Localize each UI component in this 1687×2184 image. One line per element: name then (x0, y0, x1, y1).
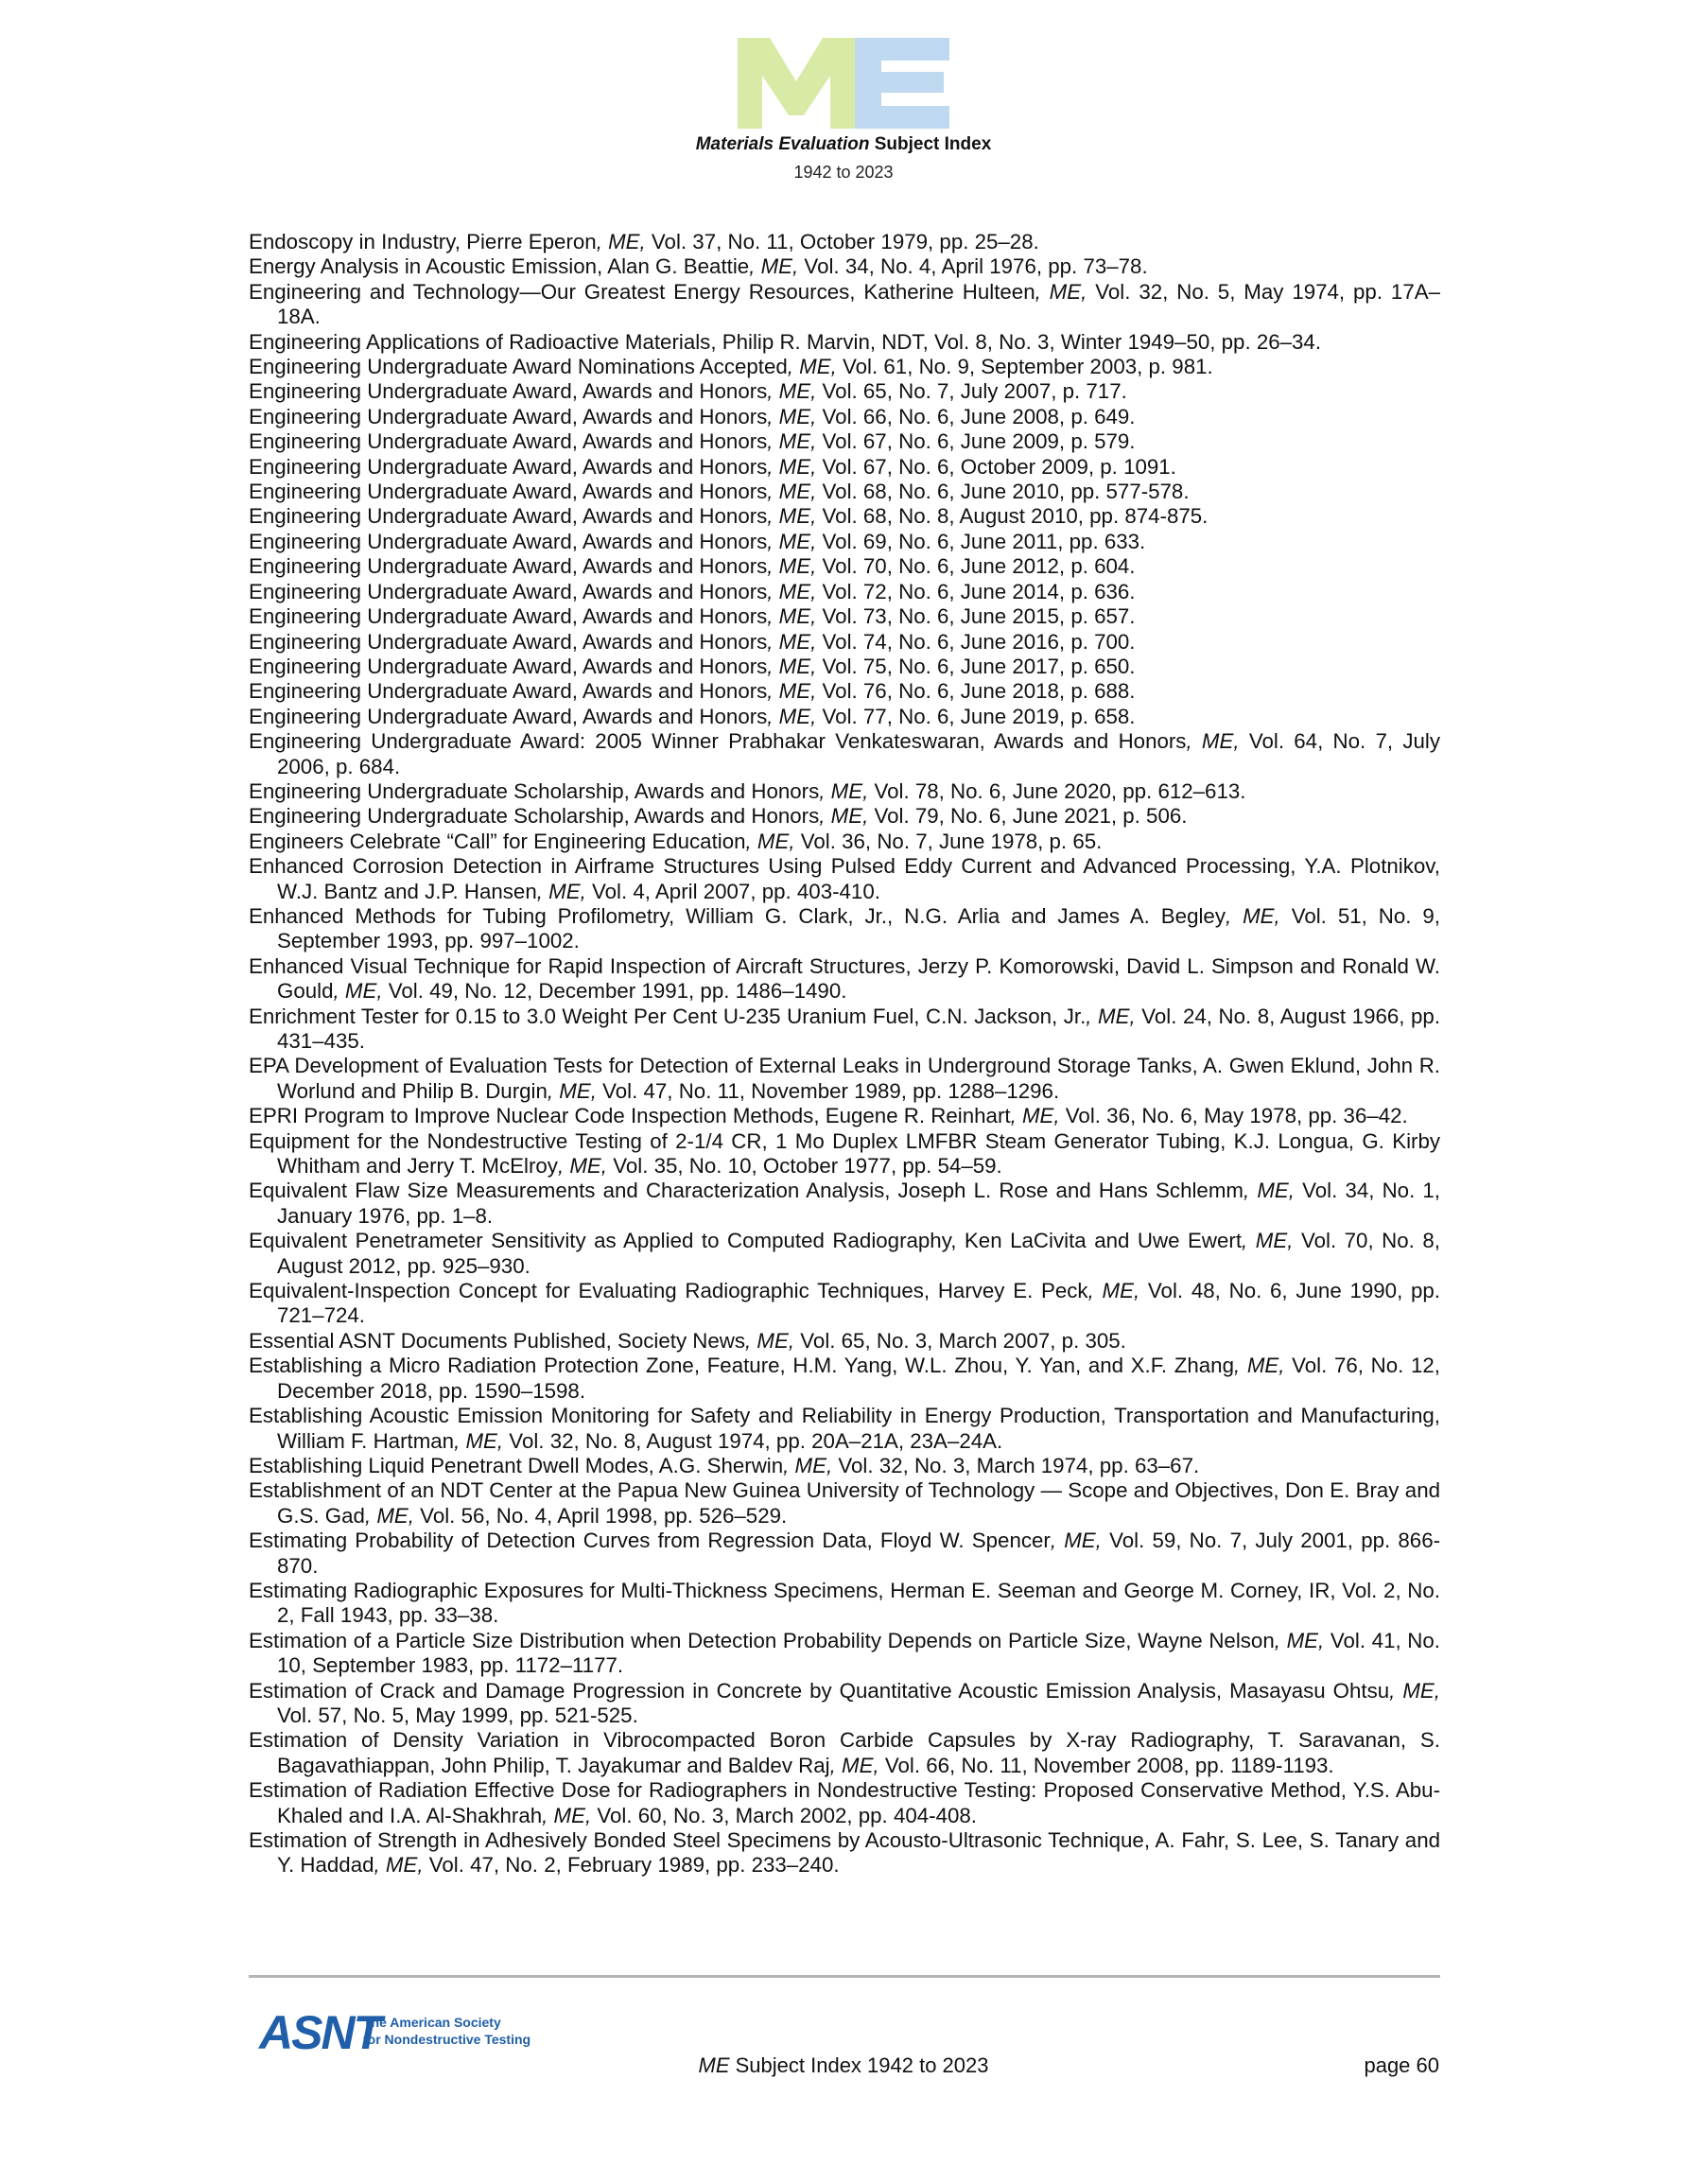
entry-journal: , ME, (1243, 1179, 1295, 1203)
index-entry (249, 530, 1440, 554)
entry-journal: , ME, (1086, 1004, 1136, 1028)
entry-citation: Vol. 36, No. 6, May 1978, pp. 36–42. (1059, 1104, 1408, 1128)
index-title: Materials Evaluation Subject Index (695, 134, 992, 154)
entry-journal: , ME, (819, 804, 869, 829)
entry-title-authors: Essential ASNT Documents Published, Society News (249, 1328, 746, 1353)
entry-journal: , ME, (829, 1753, 879, 1777)
footer-rule (249, 1975, 1440, 1978)
entry-citation: Vol. 66, No. 6, June 2008, p. 649. (816, 404, 1136, 428)
entry-title-authors: Engineering Applications of Radioactive Materials, Philip R. Marvin, NDT, Vol. 8, No. 3, Winter 1949–50, pp. 26–34. (249, 329, 1322, 354)
entry-citation: Vol. 32, No. 3, March 1974, pp. 63–67. (832, 1453, 1200, 1477)
entry-journal: , ME, (767, 454, 817, 479)
entry-journal: , ME, (454, 1428, 504, 1453)
entry-journal: , ME, (767, 654, 817, 678)
entry-citation: Vol. 48, No. 6, June 1990, pp. 721–724. (277, 1279, 1440, 1328)
entry-citation: Vol. 60, No. 3, March 2002, pp. 404-408. (591, 1803, 977, 1827)
index-entry (249, 1279, 1440, 1329)
entry-citation: Vol. 76, No. 12, December 2018, pp. 1590–1598. (277, 1354, 1440, 1403)
index-entry (249, 1354, 1440, 1404)
entry-title-authors: Engineers Celebrate “Call” for Engineering Education (249, 829, 746, 853)
index-entry (249, 1329, 1440, 1354)
entry-title-authors: Equivalent-Inspection Concept for Evaluating Radiographic Techniques, Harvey E. Peck (249, 1279, 1088, 1303)
index-entry (249, 1404, 1440, 1454)
entry-citation: Vol. 66, No. 11, November 2008, pp. 1189-1193. (878, 1753, 1334, 1777)
entry-citation: Vol. 69, No. 6, June 2011, pp. 633. (816, 529, 1146, 553)
index-entry (249, 655, 1440, 679)
entry-title-authors: Establishing a Micro Radiation Protection Zone, Feature, H.M. Yang, W.L. Zhou, Y. Yan, and X.F. Zhang (249, 1354, 1234, 1378)
entry-title-authors: Engineering Undergraduate Award, Awards and Honors (249, 604, 768, 629)
index-entry (249, 280, 1440, 330)
entry-title-authors: Engineering Undergraduate Award, Awards and Honors (249, 704, 768, 728)
entry-title-authors: Enhanced Visual Technique for Rapid Inspection of Aircraft Structures, Jerzy P. Komorowski, David L. Simpson and Ronald W. Gould (249, 953, 1440, 1004)
entry-journal: , ME, (819, 778, 869, 803)
entry-journal: , ME, (767, 579, 817, 603)
entry-journal: , ME, (333, 979, 383, 1004)
index-entry (249, 729, 1440, 779)
entry-citation: Vol. 79, No. 6, June 2021, p. 506. (868, 804, 1188, 829)
index-entry (249, 854, 1440, 904)
logo-letter-m (738, 38, 855, 129)
entry-journal: , ME, (1087, 1279, 1140, 1303)
entry-citation: Vol. 41, No. 10, September 1983, pp. 1172–1177. (277, 1628, 1440, 1678)
entry-citation: Vol. 68, No. 6, June 2010, pp. 577-578. (816, 480, 1190, 504)
entry-journal: , ME, (1242, 1229, 1294, 1253)
entry-title-authors: Engineering and Technology—Our Greatest Energy Resources, Katherine Hulteen (249, 279, 1035, 304)
entry-journal: , ME, (1050, 1529, 1102, 1553)
entry-citation: Vol. 78, No. 6, June 2020, pp. 612–613. (868, 778, 1246, 803)
entry-title-authors: Engineering Undergraduate Award, Awards and Honors (249, 529, 768, 553)
index-entry (249, 1179, 1440, 1229)
entry-citation: Vol. 32, No. 8, August 1974, pp. 20A–21A, 23A–24A. (503, 1428, 1003, 1453)
entry-journal: , ME, (767, 379, 817, 404)
page-header (0, 38, 1687, 183)
entry-citation: Vol. 4, April 2007, pp. 403-410. (585, 879, 880, 903)
index-entry (249, 779, 1440, 804)
entry-title-authors: Estimation of Crack and Damage Progression in Concrete by Quantitative Acoustic Emission Analysis, Masayasu Ohtsu (249, 1678, 1390, 1703)
index-entry (249, 1478, 1440, 1529)
entry-journal: , ME, (787, 355, 837, 379)
index-entry (249, 580, 1440, 604)
entry-citation: Vol. 76, No. 6, June 2018, p. 688. (816, 679, 1136, 704)
entry-citation: Vol. 70, No. 8, August 2012, pp. 925–930. (277, 1229, 1440, 1278)
entry-title-authors: Estimation of Strength in Adhesively Bonded Steel Specimens by Acousto-Ultrasonic Technique, A. Fahr, S. Lee, S. Tanary and Y. Haddad (249, 1828, 1440, 1878)
entry-journal: , ME, (767, 629, 817, 654)
entry-title-authors: Engineering Undergraduate Award: 2005 Winner Prabhakar Venkateswaran, Awards and Honors (249, 729, 1187, 754)
entry-title-authors: Estimating Radiographic Exposures for Multi-Thickness Specimens, Herman E. Seeman and George M. Corney, IR, Vol. 2, No. 2, Fall 1943, pp. 33–38. (249, 1578, 1440, 1628)
index-entry (249, 455, 1440, 480)
entry-citation: Vol. 65, No. 3, March 2007, p. 305. (794, 1328, 1126, 1353)
entry-title-authors: Engineering Undergraduate Award, Awards and Honors (249, 504, 768, 529)
entry-citation: Vol. 47, No. 2, February 1989, pp. 233–240. (423, 1853, 840, 1878)
entry-citation: Vol. 56, No. 4, April 1998, pp. 526–529. (413, 1503, 788, 1528)
index-entry (249, 429, 1440, 454)
entry-citation: Vol. 67, No. 6, June 2009, p. 579. (816, 429, 1136, 454)
entry-title-authors: Establishing Acoustic Emission Monitoring for Safety and Reliability in Energy Production, Transportation and Manufacturing, William F. Hartman (249, 1404, 1440, 1453)
entry-journal: , ME, (767, 404, 817, 428)
asnt-logo-wordmark: ASNT (259, 2006, 381, 2059)
index-entry (249, 1679, 1440, 1729)
entry-journal: , ME, (1186, 729, 1240, 754)
index-entry (249, 554, 1440, 579)
entry-citation: Vol. 75, No. 6, June 2017, p. 650. (816, 654, 1136, 678)
index-entry (249, 1529, 1440, 1579)
index-entry (249, 1454, 1440, 1478)
entry-journal: , ME, (749, 254, 799, 279)
entry-title-authors: Engineering Undergraduate Award Nominations Accepted (249, 355, 788, 379)
footer-title: ME Subject Index 1942 to 2023 (698, 2053, 989, 2077)
entry-journal: , ME, (536, 879, 586, 903)
entry-title-authors: Estimating Probability of Detection Curves from Regression Data, Floyd W. Spencer (249, 1529, 1051, 1553)
entry-title-authors: Engineering Undergraduate Award, Awards and Honors (249, 629, 768, 654)
entry-citation: Vol. 49, No. 12, December 1991, pp. 1486–1490. (382, 979, 847, 1004)
entry-citation: Vol. 35, No. 10, October 1977, pp. 54–59. (607, 1154, 1002, 1179)
index-entry (249, 1129, 1440, 1179)
entry-journal: , ME, (745, 1328, 795, 1353)
entry-journal: , ME, (1233, 1354, 1285, 1378)
entry-citation: Vol. 36, No. 7, June 1978, p. 65. (794, 829, 1103, 853)
entry-title-authors: Engineering Undergraduate Scholarship, Awards and Honors (249, 804, 820, 829)
index-entry (249, 480, 1440, 504)
entry-citation: Vol. 65, No. 7, July 2007, p. 717. (816, 379, 1127, 404)
entry-title-authors: Engineering Undergraduate Award, Awards and Honors (249, 429, 768, 454)
entry-journal: , ME, (783, 1453, 833, 1477)
entry-journal: , ME, (767, 604, 817, 629)
entry-journal: , ME, (767, 679, 817, 704)
index-entry (249, 379, 1440, 404)
entry-title-authors: Engineering Undergraduate Award, Awards and Honors (249, 480, 768, 504)
entry-title-authors: Establishment of an NDT Center at the Papua New Guinea University of Technology — Scope and Objectives, Don E. Bray and G.S. Gad (249, 1478, 1440, 1528)
entry-journal: , ME, (767, 504, 817, 529)
entry-journal: , ME, (767, 480, 817, 504)
index-entry (249, 405, 1440, 429)
entry-title-authors: Engineering Undergraduate Award, Awards and Honors (249, 679, 768, 704)
entry-citation: Vol. 57, No. 5, May 1999, pp. 521-525. (277, 1703, 638, 1727)
entry-journal: , ME, (767, 704, 817, 728)
logo-letter-e (855, 38, 949, 129)
entry-title-authors: EPA Development of Evaluation Tests for Detection of External Leaks in Underground Storage Tanks, A. Gwen Eklund, John R. Worlund and Philip B. Durgin (249, 1054, 1440, 1103)
entry-journal: , ME, (745, 829, 795, 853)
entry-citation: Vol. 24, No. 8, August 1966, pp. 431–435. (277, 1004, 1441, 1053)
entry-title-authors: Equivalent Penetrameter Sensitivity as Applied to Computed Radiography, Ken LaCivita and Uwe Ewert (249, 1229, 1243, 1253)
asnt-tagline-line1: The American Society (363, 2015, 501, 2030)
entry-journal: , ME, (374, 1853, 424, 1878)
index-entry (249, 355, 1440, 379)
entry-journal: , ME, (1389, 1678, 1440, 1703)
index-entry (249, 705, 1440, 729)
entry-journal: , ME, (1225, 903, 1280, 928)
entry-title-authors: Engineering Undergraduate Award, Awards and Honors (249, 454, 768, 479)
index-entry (249, 1104, 1440, 1128)
index-entry (249, 1579, 1440, 1629)
index-entry (249, 254, 1440, 279)
entry-title-authors: Equivalent Flaw Size Measurements and Characterization Analysis, Joseph L. Rose and Hans Schlemm (249, 1179, 1244, 1203)
entry-title-authors: Endoscopy in Industry, Pierre Eperon (249, 230, 597, 253)
entry-title-authors: Estimation of a Particle Size Distribution when Detection Probability Depends on Particle Size, Wayne Nelson (249, 1628, 1275, 1652)
entry-citation: Vol. 32, No. 5, May 1974, pp. 17A–18A. (277, 279, 1440, 329)
index-entry (249, 804, 1440, 829)
index-entry (249, 904, 1440, 954)
entry-journal: , ME, (1035, 279, 1087, 304)
index-entry (249, 1828, 1440, 1878)
index-entry (249, 954, 1440, 1005)
entry-title-authors: Engineering Undergraduate Award, Awards and Honors (249, 554, 768, 579)
entry-journal: , ME, (547, 1078, 597, 1103)
entry-title-authors: EPRI Program to Improve Nuclear Code Inspection Methods, Eugene R. Reinhart (249, 1104, 1011, 1128)
entry-title-authors: Equipment for the Nondestructive Testing of 2-1/4 CR, 1 Mo Duplex LMFBR Steam Generator Tubing, K.J. Longua, G. Kirby Whitham and Jerry T. McElroy (249, 1128, 1440, 1179)
entry-journal: , ME, (557, 1154, 607, 1179)
index-entry (249, 1005, 1440, 1055)
entry-title-authors: Establishing Liquid Penetrant Dwell Modes, A.G. Sherwin (249, 1453, 784, 1477)
entry-citation: Vol. 67, No. 6, October 2009, p. 1091. (816, 454, 1176, 479)
entry-journal: , ME, (767, 554, 817, 579)
entry-journal: , ME, (767, 429, 817, 454)
entry-title-authors: Energy Analysis in Acoustic Emission, Alan G. Beattie (249, 254, 750, 279)
entry-citation: Vol. 37, No. 11, October 1979, pp. 25–28. (645, 230, 1039, 253)
index-entry (249, 1054, 1440, 1104)
entry-citation: Vol. 59, No. 7, July 2001, pp. 866-870. (277, 1529, 1441, 1578)
entry-citation: Vol. 64, No. 7, July 2006, p. 684. (277, 729, 1441, 778)
index-entry-list (249, 230, 1440, 1878)
entry-citation: Vol. 34, No. 4, April 1976, pp. 73–78. (798, 254, 1148, 279)
entry-title-authors: Enhanced Methods for Tubing Profilometry, William G. Clark, Jr., N.G. Arlia and James A. Begley (249, 903, 1226, 928)
index-entry (249, 230, 1440, 254)
index-entry (249, 1778, 1440, 1828)
entry-journal: , ME, (364, 1503, 414, 1528)
index-entry (249, 630, 1440, 655)
entry-title-authors: Engineering Undergraduate Award, Awards and Honors (249, 654, 768, 678)
entry-title-authors: Engineering Undergraduate Award, Awards and Honors (249, 404, 768, 428)
index-entry (249, 504, 1440, 529)
entry-citation: Vol. 34, No. 1, January 1976, pp. 1–8. (277, 1179, 1441, 1228)
entry-title-authors: Enhanced Corrosion Detection in Airframe Structures Using Pulsed Eddy Current and Advanced Processing, Y.A. Plotnikov, W.J. Bantz and J.P. Hansen (249, 854, 1440, 903)
page-number: page 60 (1364, 2053, 1439, 2077)
entry-journal: , ME, (1274, 1628, 1325, 1652)
index-entry (249, 604, 1440, 629)
entry-citation: Vol. 68, No. 8, August 2010, pp. 874-875. (816, 504, 1209, 529)
entry-title-authors: Estimation of Density Variation in Vibrocompacted Boron Carbide Capsules by X-ray Radiography, T. Saravanan, S. Bagavathiappan, John Philip, T. Jayakumar and Baldev Raj (249, 1728, 1440, 1777)
entry-citation: Vol. 51, No. 9, September 1993, pp. 997–1002. (277, 903, 1440, 953)
index-entry (249, 1629, 1440, 1679)
entry-citation: Vol. 70, No. 6, June 2012, p. 604. (816, 554, 1136, 579)
index-entry (249, 1728, 1440, 1778)
entry-citation: Vol. 77, No. 6, June 2019, p. 658. (816, 704, 1136, 728)
entry-journal: , ME, (542, 1803, 592, 1827)
index-entry (249, 830, 1440, 854)
entry-title-authors: Engineering Undergraduate Award, Awards and Honors (249, 379, 768, 404)
entry-citation: Vol. 61, No. 9, September 2003, p. 981. (836, 355, 1213, 379)
index-entry (249, 330, 1440, 355)
entry-title-authors: Engineering Undergraduate Scholarship, Awards and Honors (249, 778, 820, 803)
entry-journal: , ME, (1010, 1104, 1060, 1128)
entry-title-authors: Estimation of Radiation Effective Dose for Radiographers in Nondestructive Testing: Proposed Conservative Method, Y.S. Abu-Khaled and I.A. Al-Shakhrah (249, 1778, 1440, 1827)
asnt-tagline-line2: for Nondestructive Testing (363, 2032, 531, 2047)
entry-journal: , ME, (596, 230, 646, 253)
index-entry (249, 679, 1440, 704)
entry-citation: Vol. 73, No. 6, June 2015, p. 657. (816, 604, 1136, 629)
index-date-range: 1942 to 2023 (793, 163, 894, 182)
entry-citation: Vol. 72, No. 6, June 2014, p. 636. (816, 579, 1136, 603)
entry-citation: Vol. 74, No. 6, June 2016, p. 700. (816, 629, 1136, 654)
me-logo (738, 38, 949, 129)
entry-title-authors: Engineering Undergraduate Award, Awards and Honors (249, 579, 768, 603)
entry-title-authors: Enrichment Tester for 0.15 to 3.0 Weight Per Cent U-235 Uranium Fuel, C.N. Jackson, Jr. (249, 1004, 1087, 1028)
entry-journal: , ME, (767, 529, 817, 553)
entry-citation: Vol. 47, No. 11, November 1989, pp. 1288–1296. (596, 1078, 1060, 1103)
index-entry (249, 1229, 1440, 1279)
